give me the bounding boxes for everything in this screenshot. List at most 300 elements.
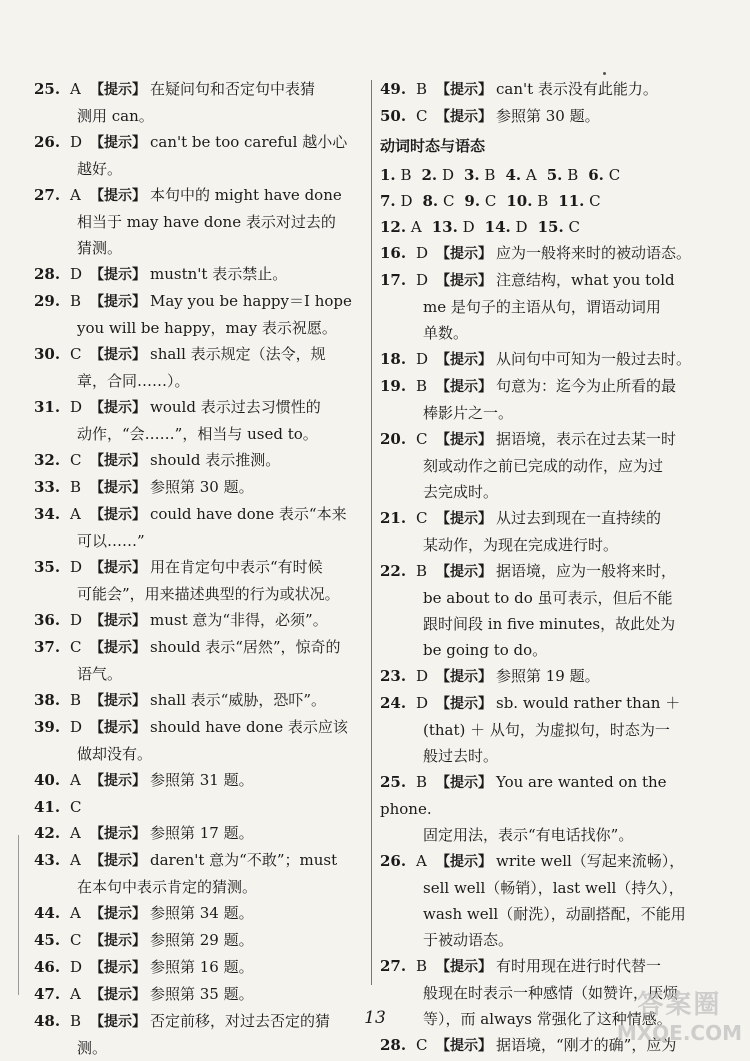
question-number: 24. xyxy=(380,694,407,712)
tip-label: 【提示】 xyxy=(436,696,492,712)
answer-cell xyxy=(558,188,600,214)
entry-first-line xyxy=(380,346,720,373)
tip-label: 【提示】 xyxy=(436,432,492,448)
answer-letter: A xyxy=(525,166,537,184)
question-number: 37. xyxy=(34,638,61,656)
tip-label: 【提示】 xyxy=(90,693,146,709)
explanation-text: must 意为“非得，必须”。 xyxy=(150,611,328,629)
tip-label: 【提示】 xyxy=(90,480,146,496)
answer-letter: B xyxy=(416,377,428,395)
tip-label: 【提示】 xyxy=(436,352,492,368)
question-number: 32. xyxy=(34,451,61,469)
answer-letter: C xyxy=(442,192,455,210)
answer-letter: D xyxy=(70,611,83,629)
question-number: 29. xyxy=(34,292,61,310)
entry-first-line xyxy=(34,288,364,315)
entry-first-line xyxy=(34,687,364,714)
answer-cell xyxy=(421,162,453,188)
entry-first-line xyxy=(34,76,364,103)
entry-first-line xyxy=(34,981,364,1008)
explanation-text: 相当于 may have done 表示对过去的 xyxy=(77,213,336,231)
tip-label: 【提示】 xyxy=(436,246,492,262)
tip-label: 【提示】 xyxy=(90,560,146,576)
question-number: 31. xyxy=(34,398,61,416)
question-number: 13. xyxy=(431,218,458,236)
question-number: 48. xyxy=(34,1012,61,1030)
answer-letter: B xyxy=(70,478,82,496)
entry-first-line xyxy=(34,182,364,209)
question-number: 46. xyxy=(34,958,61,976)
answer-cell xyxy=(464,188,496,214)
tip-label: 【提示】 xyxy=(90,1014,146,1030)
answer-entry xyxy=(380,240,720,267)
margin-mark xyxy=(18,835,19,995)
answer-letter: D xyxy=(441,166,454,184)
entry-first-line xyxy=(34,767,364,794)
explanation-text: 据语境，应为一般将来时， xyxy=(496,562,677,580)
explanation-text: 用在肯定句中表示“有时候 xyxy=(150,558,323,576)
answer-letter: A xyxy=(70,985,81,1003)
answer-letter: C xyxy=(70,451,82,469)
explanation-text: 在疑问句和否定句中表猜 xyxy=(150,80,316,98)
question-number: 9. xyxy=(464,192,481,210)
explanation-text: could have done 表示“本来 xyxy=(150,505,347,523)
entry-first-line xyxy=(34,607,364,634)
entry-first-line xyxy=(34,954,364,981)
tip-label: 【提示】 xyxy=(436,1038,492,1054)
question-number: 26. xyxy=(380,852,407,870)
tip-label: 【提示】 xyxy=(90,82,146,98)
question-number: 34. xyxy=(34,505,61,523)
explanation-text: 参照第 19 题。 xyxy=(496,667,600,685)
watermark-text: 答案圈 xyxy=(637,990,722,1020)
entry-first-line xyxy=(380,690,720,717)
tip-label: 【提示】 xyxy=(436,379,492,395)
question-number: 43. xyxy=(34,851,61,869)
explanation-text: 据语境，“刚才的确”，应为 xyxy=(496,1036,677,1054)
answer-entry xyxy=(34,794,364,820)
right-top-entries xyxy=(380,76,720,130)
column-divider xyxy=(371,80,372,985)
tip-label: 【提示】 xyxy=(90,720,146,736)
answer-letter: C xyxy=(568,218,580,236)
answer-letter: A xyxy=(70,851,81,869)
answer-cell xyxy=(380,188,412,214)
question-number: 36. xyxy=(34,611,61,629)
entry-first-line xyxy=(34,927,364,954)
entry-first-line xyxy=(34,714,364,741)
answer-letter: C xyxy=(416,107,428,125)
tip-label: 【提示】 xyxy=(90,960,146,976)
explanation-text: 测用 can。 xyxy=(77,107,154,125)
question-number: 16. xyxy=(380,244,407,262)
explanation-text: 语气。 xyxy=(77,665,123,683)
answer-entry xyxy=(380,690,720,769)
question-number: 40. xyxy=(34,771,61,789)
tip-label: 【提示】 xyxy=(436,109,492,125)
answer-letter: C xyxy=(589,192,601,210)
question-number: 27. xyxy=(34,186,61,204)
entry-first-line xyxy=(34,847,364,874)
answer-entry xyxy=(34,927,364,954)
answer-entry xyxy=(34,900,364,927)
explanation-text: 等），而 always 常强化了这种情感。 xyxy=(423,1010,672,1028)
answer-cell xyxy=(505,162,536,188)
answer-letter: C xyxy=(70,931,82,949)
answer-entry xyxy=(34,76,364,129)
question-number: 25. xyxy=(34,80,61,98)
answer-letter: B xyxy=(400,166,412,184)
explanation-text: 从过去到现在一直持续的 xyxy=(496,509,662,527)
answer-cell xyxy=(588,162,620,188)
answer-letter: C xyxy=(608,166,621,184)
explanation-text: 注意结构，what you told xyxy=(496,271,675,289)
question-number: 41. xyxy=(34,798,61,816)
tip-label: 【提示】 xyxy=(90,294,146,310)
question-number: 18. xyxy=(380,350,407,368)
tip-label: 【提示】 xyxy=(90,188,146,204)
explanation-text: wash well（耐洗），动副搭配，不能用 xyxy=(423,905,686,923)
explanation-text: would 表示过去习惯性的 xyxy=(150,398,321,416)
tip-label: 【提示】 xyxy=(90,613,146,629)
entry-first-line xyxy=(34,501,364,528)
explanation-text: be going to do。 xyxy=(423,641,548,659)
question-number: 35. xyxy=(34,558,61,576)
explanation-text: 参照第 30 题。 xyxy=(150,478,254,496)
tip-label: 【提示】 xyxy=(90,826,146,842)
answer-letter: B xyxy=(416,80,428,98)
explanation-text: 参照第 35 题。 xyxy=(150,985,254,1003)
answer-letter: A xyxy=(70,186,81,204)
answer-entry xyxy=(380,769,720,848)
tip-label: 【提示】 xyxy=(436,273,492,289)
answer-cell xyxy=(538,214,580,240)
answer-entry xyxy=(34,474,364,501)
question-number: 42. xyxy=(34,824,61,842)
answer-entry xyxy=(34,394,364,447)
question-number: 17. xyxy=(380,271,407,289)
explanation-text: 应为一般将来时的被动语态。 xyxy=(496,244,692,262)
quick-answer-rows xyxy=(380,162,720,240)
answer-entry xyxy=(380,103,720,130)
entry-first-line xyxy=(380,663,720,690)
answer-letter: D xyxy=(462,218,475,236)
answer-cell xyxy=(380,214,422,240)
explanation-text: mustn't 表示禁止。 xyxy=(150,265,288,283)
tip-label: 【提示】 xyxy=(436,775,492,791)
question-number: 44. xyxy=(34,904,61,922)
explanation-text: 某动作，为现在完成进行时。 xyxy=(423,536,619,554)
entry-first-line xyxy=(34,554,364,581)
answer-entry xyxy=(34,501,364,554)
question-number: 49. xyxy=(380,80,407,98)
answer-letter: C xyxy=(416,509,428,527)
explanation-text: 参照第 30 题。 xyxy=(496,107,600,125)
question-number: 45. xyxy=(34,931,61,949)
page-number: 13 xyxy=(364,1008,386,1028)
explanation-text: 可能会”，用来描述典型的行为或状况。 xyxy=(77,585,340,603)
answer-entry xyxy=(34,714,364,767)
answer-entry xyxy=(380,558,720,663)
answer-entry xyxy=(34,288,364,341)
answer-row xyxy=(380,162,720,188)
entry-first-line xyxy=(380,267,720,294)
answer-entry xyxy=(34,447,364,474)
answer-letter: D xyxy=(70,558,83,576)
entry-first-line xyxy=(380,558,720,585)
question-number: 12. xyxy=(380,218,407,236)
entry-first-line xyxy=(34,261,364,288)
answer-letter: D xyxy=(70,265,83,283)
question-number: 6. xyxy=(588,166,604,184)
tip-label: 【提示】 xyxy=(436,959,492,975)
explanation-text: 般过去时。 xyxy=(423,747,499,765)
answer-entry xyxy=(34,820,364,847)
question-number: 11. xyxy=(558,192,585,210)
answer-letter: A xyxy=(70,771,81,789)
explanation-text: 有时用现在进行时代替一 xyxy=(496,957,662,975)
tip-label: 【提示】 xyxy=(90,400,146,416)
answer-entry xyxy=(380,76,720,103)
answer-letter: B xyxy=(70,292,82,310)
tip-label: 【提示】 xyxy=(90,853,146,869)
question-number: 27. xyxy=(380,957,407,975)
entry-first-line xyxy=(380,76,720,103)
answer-cell xyxy=(547,162,578,188)
explanation-text: (that) ＋ 从句，为虚拟句，时态为一 xyxy=(423,721,670,739)
answer-entry xyxy=(34,687,364,714)
explanation-text: 棒影片之一。 xyxy=(423,404,514,422)
question-number: 10. xyxy=(506,192,533,210)
explanation-text: 参照第 31 题。 xyxy=(150,771,254,789)
question-number: 39. xyxy=(34,718,61,736)
entry-first-line xyxy=(34,820,364,847)
answer-letter: C xyxy=(416,1036,428,1054)
answer-letter: A xyxy=(416,852,427,870)
question-number: 20. xyxy=(380,430,407,448)
explanation-text: 测。 xyxy=(77,1039,108,1057)
explanation-text: 章，合同……）。 xyxy=(77,372,190,390)
explanation-text: you will be happy，may 表示祝愿。 xyxy=(77,319,337,337)
explanation-text: shall 表示“威胁，恐吓”。 xyxy=(150,691,327,709)
entry-first-line xyxy=(34,634,364,661)
answer-letter: C xyxy=(70,345,82,363)
question-number: 21. xyxy=(380,509,407,527)
question-number: 30. xyxy=(34,345,61,363)
answer-letter: D xyxy=(515,218,528,236)
answer-cell xyxy=(422,188,454,214)
answer-letter: A xyxy=(70,904,81,922)
explanation-text: 可以……” xyxy=(77,532,145,550)
tip-label: 【提示】 xyxy=(90,507,146,523)
explanation-text: 于被动语态。 xyxy=(423,931,514,949)
answer-letter: A xyxy=(70,505,81,523)
explanation-text: May you be happy＝I hope xyxy=(150,292,352,310)
question-number: 8. xyxy=(422,192,439,210)
answer-entry xyxy=(380,848,720,953)
explanation-text: can't 表示没有此能力。 xyxy=(496,80,658,98)
answer-letter: B xyxy=(70,1012,82,1030)
answer-letter: B xyxy=(567,166,579,184)
explanation-text: shall 表示规定（法令，规 xyxy=(150,345,326,363)
explanation-text: 去完成时。 xyxy=(423,483,499,501)
entry-first-line xyxy=(380,103,720,130)
tip-label: 【提示】 xyxy=(436,511,492,527)
question-number: 14. xyxy=(484,218,511,236)
answer-row xyxy=(380,214,720,240)
right-column xyxy=(380,76,720,1059)
answer-letter: D xyxy=(70,958,83,976)
answer-letter: B xyxy=(416,957,428,975)
explanation-text: 在本句中表示肯定的猜测。 xyxy=(77,878,258,896)
answer-letter: B xyxy=(416,773,428,791)
answer-cell xyxy=(485,214,528,240)
question-number: 23. xyxy=(380,667,407,685)
explanation-text: me 是句子的主语从句，谓语动词用 xyxy=(423,298,661,316)
entry-first-line xyxy=(380,426,720,453)
answer-entry xyxy=(380,373,720,426)
answer-entry xyxy=(34,554,364,607)
question-number: 7. xyxy=(380,192,396,210)
answer-letter: B xyxy=(484,166,496,184)
explanation-text: write well（写起来流畅）， xyxy=(496,852,685,870)
section-title: 动词时态与语态 xyxy=(380,137,486,155)
entry-first-line xyxy=(380,848,720,875)
explanation-text: 单数。 xyxy=(423,324,469,342)
explanation-text: 刻或动作之前已完成的动作，应为过 xyxy=(423,457,664,475)
explanation-text: 从问句中可知为一般过去时。 xyxy=(496,350,692,368)
explanation-text: should have done 表示应该 xyxy=(150,718,348,736)
question-number: 33. xyxy=(34,478,61,496)
question-number: 2. xyxy=(421,166,438,184)
answer-letter: D xyxy=(70,133,83,151)
tip-label: 【提示】 xyxy=(90,640,146,656)
answer-letter: D xyxy=(416,244,429,262)
answer-cell xyxy=(380,162,411,188)
answer-letter: C xyxy=(484,192,497,210)
ink-dot xyxy=(603,72,606,75)
question-number: 1. xyxy=(380,166,396,184)
entry-first-line xyxy=(34,900,364,927)
answer-letter: D xyxy=(400,192,413,210)
answer-letter: D xyxy=(416,667,429,685)
explanation-text: 动作，“会……”，相当与 used to。 xyxy=(77,425,318,443)
question-number: 25. xyxy=(380,773,407,791)
answer-letter: D xyxy=(416,350,429,368)
explanation-text: 越好。 xyxy=(77,160,123,178)
explanation-text: 猜测。 xyxy=(77,239,123,257)
tip-label: 【提示】 xyxy=(90,453,146,469)
answer-letter: D xyxy=(70,398,83,416)
question-number: 47. xyxy=(34,985,61,1003)
question-number: 5. xyxy=(546,166,563,184)
answer-entry xyxy=(380,346,720,373)
tip-label: 【提示】 xyxy=(90,135,146,151)
entry-first-line xyxy=(380,373,720,400)
watermark-logo xyxy=(617,984,742,1045)
question-number: 38. xyxy=(34,691,61,709)
answer-entry xyxy=(34,847,364,900)
answer-letter: C xyxy=(416,430,428,448)
answer-entry xyxy=(34,607,364,634)
answer-cell xyxy=(464,162,495,188)
answer-row xyxy=(380,188,720,214)
answer-entry xyxy=(34,341,364,394)
entry-first-line xyxy=(34,447,364,474)
explanation-text: daren't 意为“不敢”；must xyxy=(150,851,338,869)
entry-first-line xyxy=(380,953,720,980)
answer-letter: D xyxy=(416,271,429,289)
watermark-url: MXQE.COM xyxy=(616,1021,742,1045)
question-number: 26. xyxy=(34,133,61,151)
entry-first-line xyxy=(380,240,720,267)
entry-first-line xyxy=(34,794,364,820)
answer-letter: B xyxy=(70,691,82,709)
explanation-text: 般现在时表示一种感情（如赞许，厌烦 xyxy=(423,984,679,1002)
explanation-text: 参照第 34 题。 xyxy=(150,904,254,922)
explanation-text: should 表示推测。 xyxy=(150,451,281,469)
answer-letter: B xyxy=(537,192,549,210)
answer-letter: A xyxy=(70,80,81,98)
tip-label: 【提示】 xyxy=(90,987,146,1003)
question-number: 19. xyxy=(380,377,407,395)
explanation-text: 据语境，表示在过去某一时 xyxy=(496,430,677,448)
explanation-text: should 表示“居然”，惊奇的 xyxy=(150,638,341,656)
tip-label: 【提示】 xyxy=(90,906,146,922)
tip-label: 【提示】 xyxy=(436,669,492,685)
explanation-text: 句意为：迄今为止所看的最 xyxy=(496,377,677,395)
answer-letter: A xyxy=(70,824,81,842)
answer-cell xyxy=(432,214,475,240)
explanation-text: be about to do 虽可表示，但后不能 xyxy=(423,589,673,607)
answer-entry xyxy=(34,182,364,261)
tip-label: 【提示】 xyxy=(90,267,146,283)
tip-label: 【提示】 xyxy=(436,82,492,98)
answer-letter: A xyxy=(410,218,422,236)
tip-label: 【提示】 xyxy=(436,564,492,580)
answer-letter: C xyxy=(70,638,82,656)
explanation-text: 做却没有。 xyxy=(77,745,153,763)
answer-letter: C xyxy=(70,798,82,816)
explanation-text: 否定前移，对过去否定的猜 xyxy=(150,1012,331,1030)
question-number: 4. xyxy=(505,166,522,184)
explanation-text: 参照第 16 题。 xyxy=(150,958,254,976)
explanation-text: 跟时间段 in five minutes，故此处为 xyxy=(423,615,676,633)
tip-label: 【提示】 xyxy=(90,933,146,949)
answer-entry xyxy=(34,261,364,288)
answer-entry xyxy=(34,954,364,981)
question-number: 28. xyxy=(34,265,61,283)
answer-letter: B xyxy=(416,562,428,580)
entry-first-line xyxy=(380,769,720,822)
answer-entry xyxy=(34,767,364,794)
entry-first-line xyxy=(380,505,720,532)
explanation-text: sell well（畅销），last well（持久）， xyxy=(423,879,684,897)
explanation-text: 参照第 17 题。 xyxy=(150,824,254,842)
answer-letter: D xyxy=(416,694,429,712)
explanation-text: 参照第 29 题。 xyxy=(150,931,254,949)
left-column xyxy=(34,76,364,1061)
answer-letter: D xyxy=(70,718,83,736)
explanation-text: can't be too careful 越小心 xyxy=(150,133,348,151)
right-entries xyxy=(380,240,720,1059)
answer-entry xyxy=(380,267,720,346)
question-number: 3. xyxy=(463,166,480,184)
answer-cell xyxy=(506,188,548,214)
entry-first-line xyxy=(34,129,364,156)
entry-first-line xyxy=(34,474,364,501)
answer-entry xyxy=(380,505,720,558)
